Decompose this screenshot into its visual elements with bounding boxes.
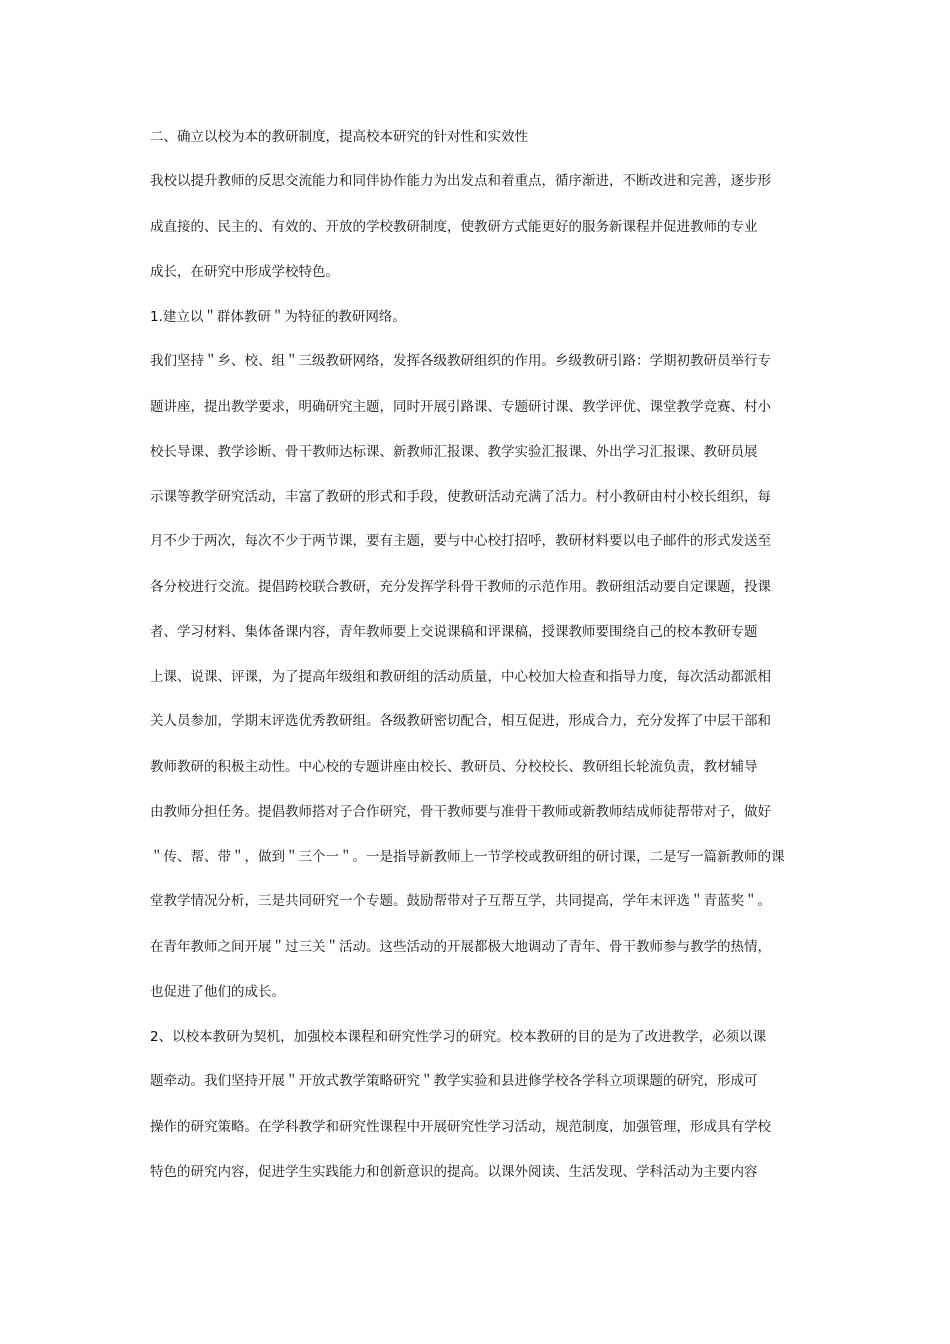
paragraph-line: 成直接的、民主的、有效的、开放的学校教研制度，使教研方式能更好的服务新课程并促进教师的专业 bbox=[150, 219, 758, 235]
paragraph-line: 在青年教师之间开展＂过三关＂活动。这些活动的开展都极大地调动了青年、骨干教师参与教学的热情， bbox=[150, 939, 771, 955]
subsection-heading: 1.建立以＂群体教研＂为特征的教研网络。 bbox=[150, 309, 406, 325]
paragraph-line: 特色的研究内容，促进学生实践能力和创新意识的提高。以课外阅读、生活发现、学科活动为主要内容 bbox=[150, 1164, 758, 1180]
paragraph-line: 者、学习材料、集体备课内容，青年教师要上交说课稿和评课稿，授课教师要围绕自己的校本教研专题 bbox=[150, 624, 758, 640]
paragraph-line: 各分校进行交流。提倡跨校联合教研，充分发挥学科骨干教师的示范作用。教研组活动要自定课题，投课 bbox=[150, 579, 771, 595]
paragraph-line: 教师教研的积极主动性。中心校的专题讲座由校长、教研员、分校校长、教研组长轮流负责，教材辅导 bbox=[150, 759, 758, 775]
paragraph-line: 成长，在研究中形成学校特色。 bbox=[150, 264, 339, 280]
paragraph-line: 操作的研究策略。在学科教学和研究性课程中开展研究性学习活动，规范制度，加强管理，形成具有学校 bbox=[150, 1119, 771, 1135]
paragraph-line: 上课、说课、评课，为了提高年级组和教研组的活动质量，中心校加大检查和指导力度，每次活动都派相 bbox=[150, 669, 771, 685]
paragraph-line: 我们坚持＂乡、校、组＂三级教研网络，发挥各级教研组织的作用。乡级教研引路：学期初教研员举行专 bbox=[150, 353, 771, 369]
paragraph-line: 也促进了他们的成长。 bbox=[150, 984, 285, 1000]
paragraph-line: 月不少于两次，每次不少于两节课，要有主题，要与中心校打招呼，教研材料要以电子邮件的形式发送至 bbox=[150, 533, 771, 549]
section-heading: 二、确立以校为本的教研制度，提高校本研究的针对性和实效性 bbox=[150, 129, 528, 145]
paragraph-line: 堂教学情况分析，三是共同研究一个专题。鼓励帮带对子互帮互学，共同提高，学年末评选＂青蓝奖＂。 bbox=[150, 893, 771, 909]
paragraph-line: 题牵动。我们坚持开展＂开放式教学策略研究＂教学实验和县进修学校各学科立项课题的研究，形成可 bbox=[150, 1073, 758, 1089]
paragraph-line: 题讲座，提出教学要求，明确研究主题，同时开展引路课、专题研讨课、教学评优、课堂教学竞赛、村小 bbox=[150, 399, 771, 415]
paragraph-line: ＂传、帮、带＂，做到＂三个一＂。一是指导新教师上一节学校或教研组的研讨课，二是写一篇新教师的课 bbox=[150, 849, 785, 865]
paragraph-line: 关人员参加，学期末评选优秀教研组。各级教研密切配合，相互促进，形成合力，充分发挥了中层干部和 bbox=[150, 713, 771, 729]
paragraph-line: 2、以校本教研为契机，加强校本课程和研究性学习的研究。校本教研的目的是为了改进教学，必须以课 bbox=[150, 1029, 767, 1045]
paragraph-line: 由教师分担任务。提倡教师搭对子合作研究，骨干教师要与准骨干教师或新教师结成师徒帮带对子，做好 bbox=[150, 804, 771, 820]
paragraph-line: 校长导课、教学诊断、骨干教师达标课、新教师汇报课、教学实验汇报课、外出学习汇报课、教研员展 bbox=[150, 444, 758, 460]
paragraph-line: 我校以提升教师的反思交流能力和同伴协作能力为出发点和着重点，循序渐进，不断改进和完善，逐步形 bbox=[150, 173, 771, 189]
paragraph-line: 示课等教学研究活动，丰富了教研的形式和手段，使教研活动充满了活力。村小教研由村小校长组织，每 bbox=[150, 489, 771, 505]
